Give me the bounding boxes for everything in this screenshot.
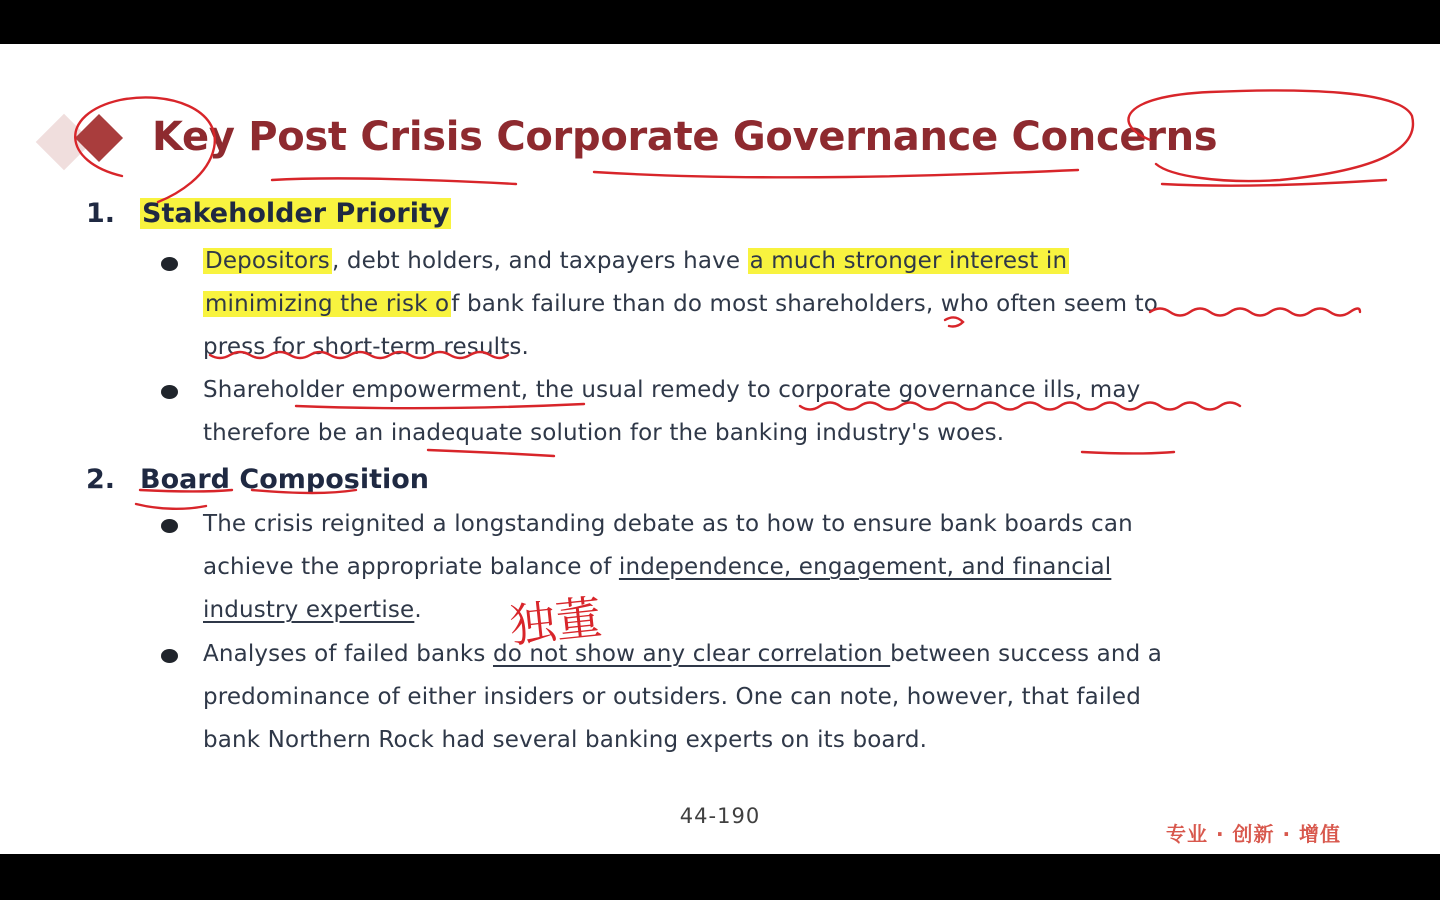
ink-wavy-remedy [800, 403, 1240, 410]
ink-underline-corporate [594, 170, 1078, 177]
ink-underline-board-comp-left [136, 504, 206, 509]
ink-underline-concerns-word [1162, 180, 1386, 186]
highlight-text: minimizing the risk o [205, 291, 450, 317]
text-run: , debt holders, and taxpayers have [331, 248, 748, 274]
bullet-dot-icon [161, 257, 178, 271]
ink-mark-shareholders [945, 317, 963, 326]
text-run: achieve the appropriate balance of [203, 554, 619, 580]
ink-wavy-often-seem [1150, 309, 1360, 316]
bullet-2-line-2: therefore be an inadequate solution for the banking industry's woes. [203, 420, 1005, 446]
text-run: f bank failure than do most shareholders, who often seem to [451, 291, 1159, 317]
section-number: 2. [86, 464, 116, 495]
highlight-text: a much stronger interest in [749, 248, 1068, 274]
underlined-text: independence, engagement, and financial [618, 554, 1112, 580]
ink-underline-inadequate [428, 450, 554, 456]
text-run: Analyses of failed banks [203, 641, 493, 667]
bullet-4-line-1 [203, 641, 1162, 667]
highlight-text: Depositors [205, 248, 330, 274]
bullet-dot-icon [161, 649, 178, 663]
bullet-3-line-3 [203, 597, 422, 623]
page-number: 44-190 [679, 804, 761, 828]
bullet-3-line-2 [203, 554, 1111, 580]
bullet-1-line-2 [203, 291, 1158, 317]
bullet-1-line-1 [203, 248, 1069, 274]
text-run: between success and a [890, 641, 1163, 667]
ink-underline-woes [1082, 452, 1174, 454]
bullet-2-line-1: Shareholder empowerment, the usual remedy to corporate governance ills, may [203, 377, 1141, 403]
handwritten-note: 独董 [507, 589, 605, 654]
underlined-text: industry expertise [203, 597, 415, 623]
slogan: 专业 · 创新 · 增值 [1166, 822, 1342, 846]
bullet-1-line-3: press for short-term results. [203, 334, 529, 360]
bullet-3-line-1: The crisis reignited a longstanding debate as to how to ensure bank boards can [203, 511, 1133, 537]
slide-title: Key Post Crisis Corporate Governance Concerns [152, 114, 1218, 160]
text-run: . [414, 597, 422, 623]
section-heading-2 [86, 464, 429, 495]
bullet-dot-icon [161, 385, 178, 399]
bullet-4-line-3: bank Northern Rock had several banking experts on its board. [203, 727, 928, 753]
title-row [0, 112, 1440, 168]
bullet-dot-icon [161, 519, 178, 533]
section-title: Stakeholder Priority [142, 198, 450, 229]
section-number: 1. [86, 198, 116, 229]
slide [0, 44, 1440, 854]
ink-underline-post [272, 178, 516, 184]
ink-underline-empowerment [296, 404, 584, 408]
section-heading-1 [86, 198, 451, 229]
bullet-4-line-2: predominance of either insiders or outsiders. One can note, however, that failed [203, 684, 1141, 710]
diamond-bullet-icon [75, 114, 123, 162]
section-title: Board Composition [140, 464, 430, 495]
underlined-text: do not show any clear correlation [492, 641, 891, 667]
